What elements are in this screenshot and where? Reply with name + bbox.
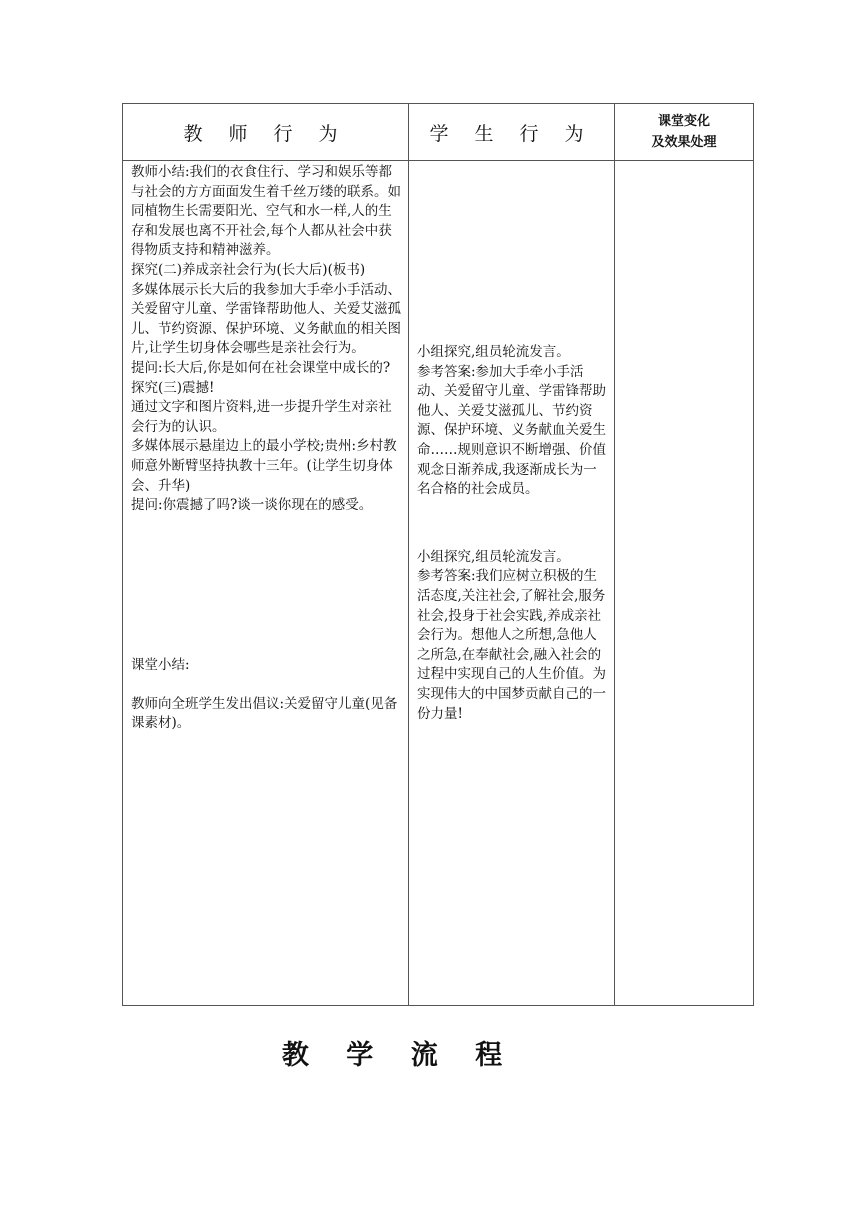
header-student-cell bbox=[409, 104, 615, 161]
explore2-question: 提问:长大后,你是如何在社会课堂中成长的? bbox=[131, 359, 391, 376]
student-group-discussion-1: 小组探究,组员轮流发言。 bbox=[417, 344, 570, 360]
teacher-behavior-cell bbox=[123, 161, 409, 1006]
header-teacher-cell bbox=[123, 104, 409, 161]
header-effect-line1: 课堂变化 bbox=[657, 114, 710, 129]
student-group-discussion-2: 小组探究,组员轮流发言。 bbox=[417, 548, 570, 565]
header-effect-line2: 及效果处理 bbox=[651, 135, 717, 150]
explore2-title: 探究(二)养成亲社会行为(长大后)(板书) bbox=[131, 261, 366, 278]
explore3-text: 通过文字和图片资料,进一步提升学生对亲社会行为的认识。 bbox=[131, 399, 392, 435]
student-reference-answer-2: 参考答案:我们应树立积极的生活态度,关注社会,了解社会,服务社会,投身于社会实践,养成亲社会行为。想他人之所想,急他人之所急,在奉献社会,融入社会的过程中实现自己的人生价值。为实现伟大的中国梦贡献自己的一份力量! bbox=[417, 568, 606, 722]
explore3-question: 提问:你震撼了吗?谈一谈你现在的感受。 bbox=[131, 497, 373, 514]
teacher-initiative: 教师向全班学生发出倡议:关爱留守儿童(见备课素材)。 bbox=[131, 695, 398, 732]
explore2-media: 多媒体展示长大后的我参加大手牵小手活动、关爱留守儿童、学雷锋帮助他人、关爱艾滋孤儿、节约资源、保护环境、义务献血的相关图片,让学生切身体会哪些是亲社会行为。 bbox=[131, 281, 401, 357]
table-body-row bbox=[123, 161, 754, 1006]
section-title: 教 学 流 程 bbox=[281, 1040, 517, 1071]
header-teacher: 教 师 行 为 bbox=[183, 122, 348, 145]
table-header-row bbox=[123, 104, 754, 161]
teacher-summary: 教师小结:我们的衣食住行、学习和娱乐等都与社会的方方面面发生着千丝万缕的联系。如同植物生长需要阳光、空气和水一样,人的生存和发展也离不开社会,每个人都从社会中获得物质支持和精神滋养。 bbox=[131, 164, 401, 259]
explore3-title: 探究(三)震撼! bbox=[131, 379, 215, 396]
effect-content bbox=[615, 161, 753, 163]
class-summary-label: 课堂小结: bbox=[131, 656, 190, 673]
explore3-media: 多媒体展示悬崖边上的最小学校;贵州:乡村教师意外断臂坚持执教十三年。(让学生切身体会、升华) bbox=[131, 438, 397, 494]
effect-cell bbox=[615, 161, 754, 1006]
student-behavior-cell bbox=[409, 161, 615, 1006]
header-student: 学 生 行 为 bbox=[429, 122, 594, 145]
student-reference-answer-1: 参考答案:参加大手牵小手活动、关爱留守儿童、学雷锋帮助他人、关爱艾滋孤儿、节约资源、保护环境、义务献血关爱生命……规则意识不断增强、价值观念日渐养成,我逐渐成长为一名合格的社会成员。 bbox=[417, 363, 606, 498]
header-effect-cell bbox=[615, 104, 754, 161]
lesson-table bbox=[122, 103, 754, 1006]
